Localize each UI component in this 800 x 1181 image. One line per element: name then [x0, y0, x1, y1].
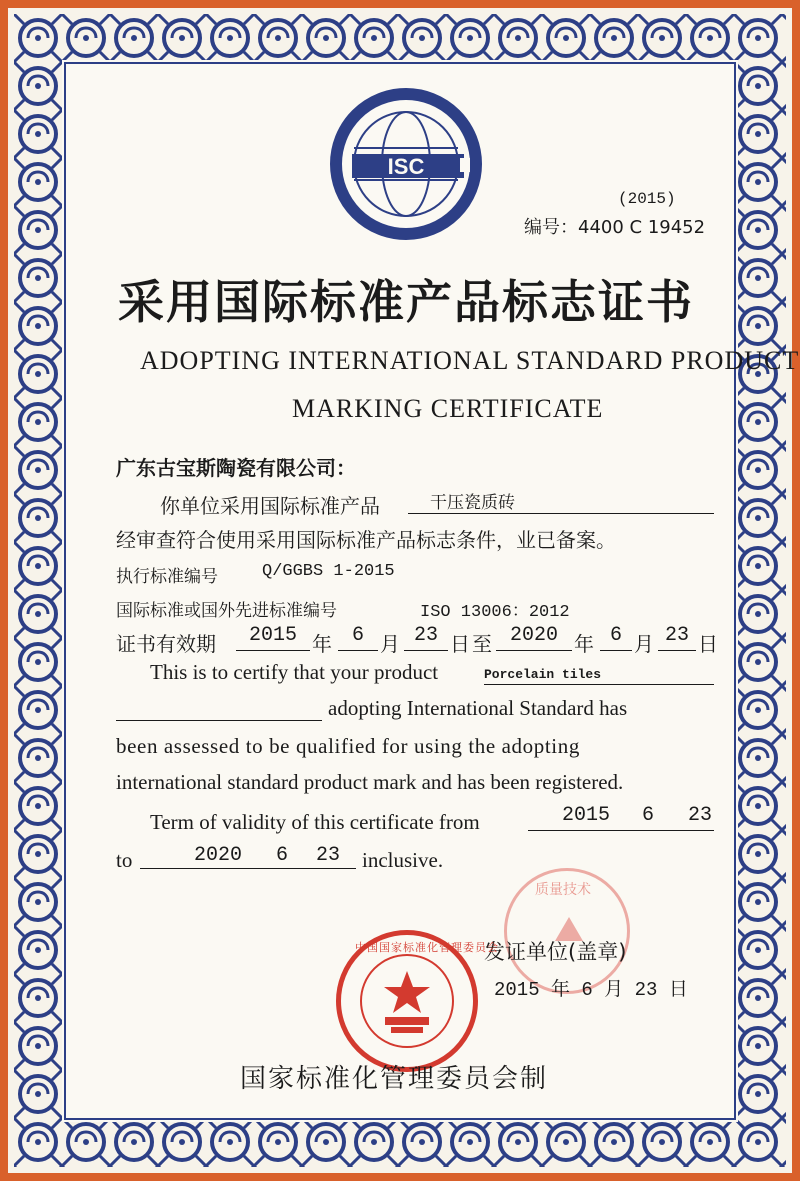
- validity-from-year: 2015: [236, 624, 310, 651]
- isc-logo-icon: [330, 88, 482, 240]
- validity-from-month: 6: [338, 624, 378, 651]
- char-month-1: 月: [380, 632, 400, 656]
- char-day-1: 日: [450, 632, 470, 656]
- issuer-label: 发证单位(盖章): [484, 940, 627, 964]
- en-line4: international standard product mark and has been registered.: [116, 770, 624, 794]
- year-code: (2015): [618, 190, 676, 208]
- title-cn: 采用国际标准产品标志证书: [118, 275, 694, 329]
- seal-text: 中国国家标准化管理委员会: [355, 941, 499, 954]
- to-day: 23: [316, 844, 341, 867]
- validity-from-day: 23: [404, 624, 448, 651]
- char-year-1: 年: [312, 632, 332, 656]
- from-day: 23: [688, 804, 713, 827]
- exec-standard-value: Q/GGBS 1-2015: [262, 562, 395, 581]
- validity-to-year: 2020: [496, 624, 572, 651]
- en-line6-prefix: to: [116, 848, 133, 872]
- validity-to-day: 23: [658, 624, 696, 651]
- to-month: 6: [276, 844, 289, 867]
- product-cn-value: 干压瓷质砖: [408, 488, 714, 514]
- en-line5-prefix: Term of validity of this certificate from: [150, 810, 480, 834]
- en-line2: adopting International Standard has: [328, 696, 628, 720]
- certificate-number: 编号：4400 C 19452: [524, 217, 706, 238]
- validity-to-month: 6: [600, 624, 632, 651]
- from-month: 6: [642, 804, 655, 827]
- product-prefix: 你单位采用国际标准产品: [160, 494, 380, 518]
- from-year: 2015: [562, 804, 611, 827]
- issue-date: 2015 年 6 月 23 日: [494, 979, 688, 1001]
- title-en-line1: ADOPTING INTERNATIONAL STANDARD PRODUCT: [140, 346, 800, 375]
- title-en-line2: MARKING CERTIFICATE: [292, 394, 604, 423]
- intl-standard-value: ISO 13006：2012: [420, 603, 570, 622]
- char-month-2: 月: [634, 632, 654, 656]
- char-to: 至: [472, 632, 492, 656]
- official-red-seal: [336, 930, 499, 1072]
- faint-seal-text: 质量技术: [535, 882, 591, 898]
- from-date-line: [528, 804, 714, 831]
- issuer-footer: 国家标准化管理委员会制: [240, 1064, 549, 1094]
- char-day-2: 日: [698, 632, 718, 656]
- char-year-2: 年: [574, 632, 594, 656]
- review-line: 经审查符合使用采用国际标准产品标志条件，业已备案。: [116, 528, 616, 552]
- en-line1-prefix: This is to certify that your product: [150, 660, 439, 684]
- recipient: 广东古宝斯陶瓷有限公司：: [116, 456, 356, 480]
- blank-line: [116, 694, 322, 721]
- en-line3: been assessed to be qualified for using the adopting: [116, 734, 580, 758]
- to-year: 2020: [194, 844, 243, 867]
- validity-label: 证书有效期: [116, 632, 216, 656]
- logo-text: ISC: [387, 154, 425, 179]
- exec-standard-label: 执行标准编号: [116, 567, 218, 587]
- product-en-value: Porcelain tiles: [484, 660, 714, 685]
- intl-standard-label: 国际标准或国外先进标准编号: [116, 601, 337, 621]
- en-line6-suffix: inclusive.: [362, 848, 444, 872]
